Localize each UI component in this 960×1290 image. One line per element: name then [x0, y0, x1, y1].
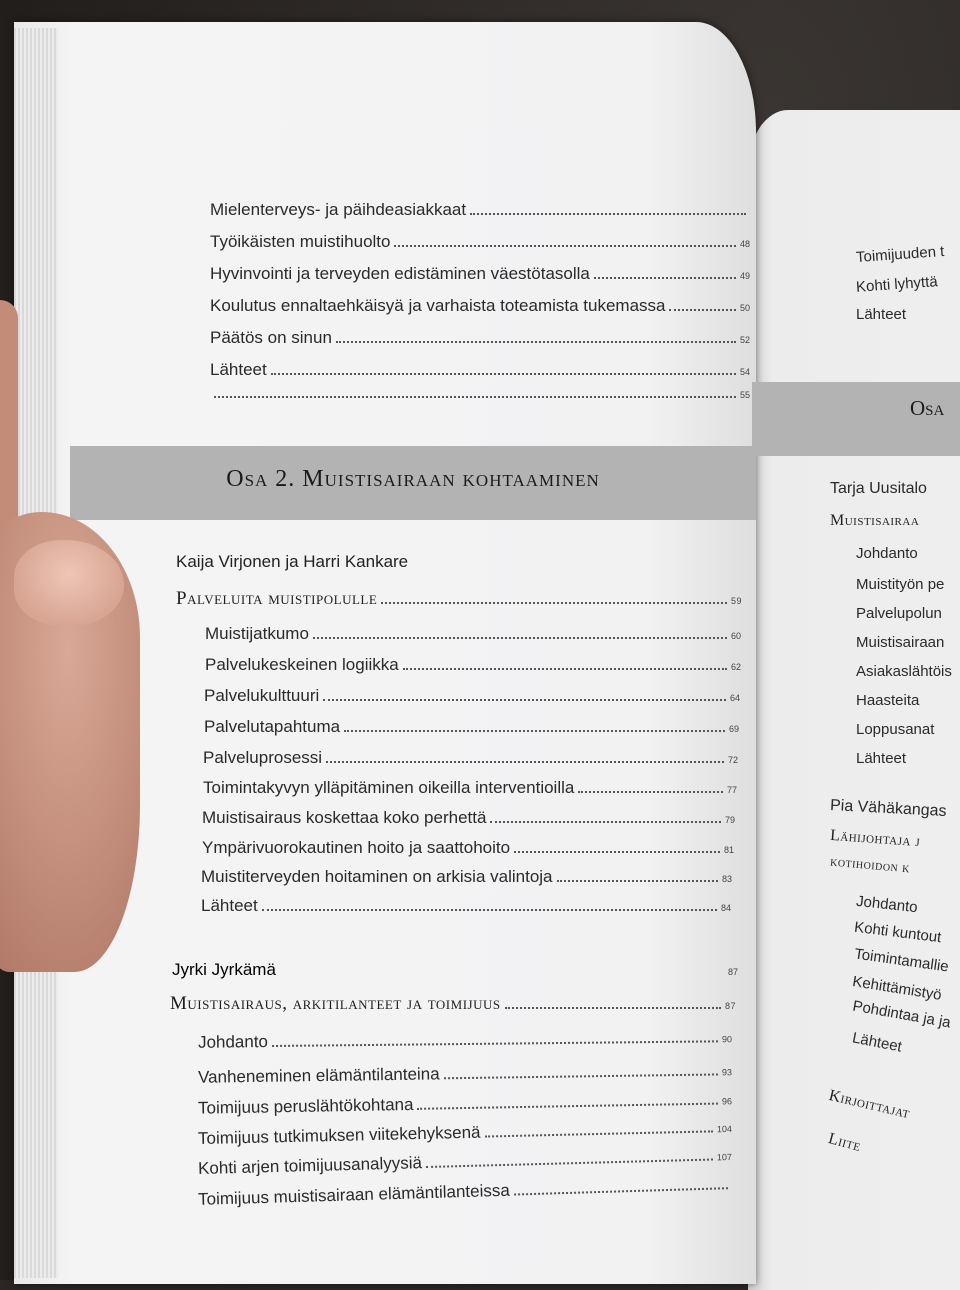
toc-entry-page: 83	[721, 874, 732, 884]
toc-entry-page: 50	[739, 303, 750, 313]
toc-entry-page: 93	[721, 1067, 733, 1078]
right-toc-entry: Muistisairaan	[856, 634, 945, 651]
toc-entry	[202, 838, 734, 858]
right-section-title: Kirjoittajat	[827, 1086, 912, 1123]
chapter-title-text: Palveluita muistipolulle	[176, 588, 378, 609]
right-toc-entry: Kohti kuntout	[853, 918, 943, 947]
toc-entry-page: 84	[720, 903, 731, 913]
right-toc-entry: Johdanto	[856, 545, 918, 562]
dot-leader	[214, 396, 736, 398]
part-heading: Osa 2. Muistisairaan kohtaaminen	[226, 466, 600, 492]
right-author: Tarja Uusitalo	[830, 480, 927, 497]
toc-entry-page: 107	[716, 1152, 733, 1163]
right-toc-entry: Lähteet	[850, 1029, 904, 1056]
toc-entry-title: Palveluprosessi	[203, 748, 323, 767]
toc-entry-page: 96	[721, 1096, 733, 1107]
dot-leader	[490, 821, 721, 823]
toc-entry	[210, 200, 750, 220]
dot-leader	[418, 1103, 719, 1110]
toc-entry-title: Palvelutapahtuma	[204, 717, 341, 736]
dot-leader	[323, 699, 726, 701]
toc-entry	[210, 360, 750, 380]
finger	[0, 300, 18, 540]
toc-entry-title: Vanheneminen elämäntilanteina	[197, 1064, 440, 1087]
dot-leader	[426, 1159, 713, 1169]
right-toc-entry: Muistityön pe	[856, 576, 945, 593]
dot-leader	[557, 880, 718, 882]
toc-entry-title: Koulutus ennaltaehkäisyä ja varhaista toteamista tukemassa	[210, 296, 666, 315]
dot-leader	[669, 309, 736, 311]
chapter-author: Jyrki Jyrkämä	[172, 960, 276, 979]
toc-entry-title: Työikäisten muistihuolto	[210, 232, 391, 251]
right-part-heading: Osa	[910, 396, 945, 420]
chapter-title-text: Muistisairaus, arkitilanteet ja toimijuus	[170, 993, 501, 1014]
toc-entry-page: 62	[730, 662, 741, 672]
toc-entry-title: Lähteet	[210, 360, 267, 379]
right-toc-entry: Pohdintaa ja ja	[851, 997, 952, 1032]
toc-entry	[210, 390, 750, 402]
toc-entry-title: Toimintakyvyn ylläpitäminen oikeilla interventioilla	[203, 778, 575, 797]
toc-entry-title: Toimijuus peruslähtökohtana	[197, 1094, 414, 1118]
chapter-title	[176, 588, 742, 610]
toc-entry-page: 72	[727, 755, 738, 765]
toc-entry-title: Lähteet	[201, 896, 258, 915]
dot-leader	[271, 373, 736, 375]
toc-entry-page: 54	[739, 367, 750, 377]
toc-entry-page: 81	[723, 845, 734, 855]
toc-entry-page: 69	[728, 724, 739, 734]
toc-entry-page: 48	[739, 239, 750, 249]
toc-entry-page: 64	[729, 693, 740, 703]
dot-leader	[485, 1130, 713, 1137]
right-toc-entry: Palvelupolun	[856, 605, 942, 622]
toc-entry-page: 90	[721, 1034, 733, 1045]
dot-leader	[272, 1040, 718, 1047]
toc-entry	[210, 296, 750, 316]
toc-entry	[201, 867, 732, 887]
toc-entry-title: Mielenterveys- ja päihdeasiakkaat	[210, 200, 467, 219]
dot-leader	[381, 602, 727, 604]
toc-entry	[210, 264, 750, 284]
toc-entry-page: 60	[730, 631, 741, 641]
dot-leader	[344, 730, 725, 732]
toc-entry	[203, 748, 738, 768]
right-toc-entry: Asiakaslähtöis	[856, 663, 952, 680]
dot-leader	[444, 1073, 718, 1079]
toc-entry	[201, 896, 731, 916]
toc-entry-title: Muistiterveyden hoitaminen on arkisia valintoja	[201, 867, 553, 886]
toc-entry-page: 49	[739, 271, 750, 281]
toc-entry	[210, 232, 750, 252]
right-toc-entry: Lähteet	[856, 750, 907, 767]
right-toc-entry: Kohti lyhyttä	[855, 273, 939, 296]
toc-entry-page: 104	[716, 1123, 733, 1135]
right-toc-entry: Kehittämistyö	[851, 973, 943, 1004]
toc-entry-page: 55	[739, 390, 750, 400]
right-author: Pia Vähäkangas	[829, 796, 947, 821]
toc-entry-title: Hyvinvointi ja terveyden edistäminen väestötasolla	[210, 264, 590, 283]
right-toc-entry: Haasteita	[856, 692, 920, 709]
toc-entry-title: Muistijatkumo	[205, 624, 309, 643]
dot-leader	[394, 245, 736, 247]
dot-leader	[514, 1187, 728, 1195]
toc-entry-title: Palvelukulttuuri	[204, 686, 320, 705]
toc-entry	[205, 624, 741, 644]
toc-entry-title: Johdanto	[197, 1032, 269, 1052]
dot-leader	[262, 909, 717, 911]
right-chapter-title: Lähijohtaja j	[829, 826, 921, 851]
toc-entry-title: Toimijuus tutkimuksen viitekehyksenä	[197, 1122, 481, 1149]
toc-entry	[204, 717, 739, 737]
toc-entry-page: 77	[726, 785, 737, 795]
chapter-title	[170, 993, 736, 1015]
right-toc-entry: Johdanto	[855, 892, 919, 917]
right-chapter-title: kotihoidon k	[829, 854, 911, 877]
chapter-author: Kaija Virjonen ja Harri Kankare	[176, 552, 409, 571]
toc-entry-page: 79	[724, 815, 735, 825]
chapter-page: 87	[727, 967, 738, 977]
right-toc-entry: Lähteet	[856, 306, 907, 323]
toc-entry-title: Ympärivuorokautinen hoito ja saattohoito	[202, 838, 511, 857]
dot-leader	[336, 341, 736, 343]
toc-entry	[210, 328, 750, 348]
chapter-page: 59	[730, 596, 742, 606]
dot-leader	[594, 277, 736, 279]
chapter-author-row	[172, 960, 738, 980]
chapter-page: 87	[724, 1001, 736, 1011]
thumbnail	[14, 540, 124, 626]
toc-entry-title: Muistisairaus koskettaa koko perhettä	[202, 808, 487, 827]
toc-entry	[202, 808, 735, 828]
dot-leader	[326, 761, 724, 763]
toc-entry-title: Päätös on sinun	[210, 328, 332, 347]
right-toc-entry: Toimijuuden t	[855, 242, 945, 267]
dot-leader	[514, 851, 720, 853]
toc-entry-title: Kohti arjen toimijuusanalyysiä	[197, 1153, 423, 1178]
right-toc-entry: Loppusanat	[856, 721, 935, 738]
right-toc-entry: Toimintamallie	[853, 945, 950, 976]
toc-entry-title: Palvelukeskeinen logiikka	[205, 655, 399, 674]
toc-entry	[204, 686, 740, 706]
toc-entry	[203, 778, 737, 798]
dot-leader	[505, 1007, 721, 1009]
dot-leader	[313, 637, 727, 639]
dot-leader	[578, 791, 723, 793]
right-section-title: Liite	[826, 1130, 863, 1156]
toc-entry	[205, 655, 741, 675]
dot-leader	[470, 213, 746, 215]
right-chapter-title: Muistisairaa	[830, 512, 920, 529]
dot-leader	[403, 668, 727, 670]
toc-entry-title: Toimijuus muistisairaan elämäntilanteissa	[197, 1180, 511, 1209]
toc-entry-page: 52	[739, 335, 750, 345]
